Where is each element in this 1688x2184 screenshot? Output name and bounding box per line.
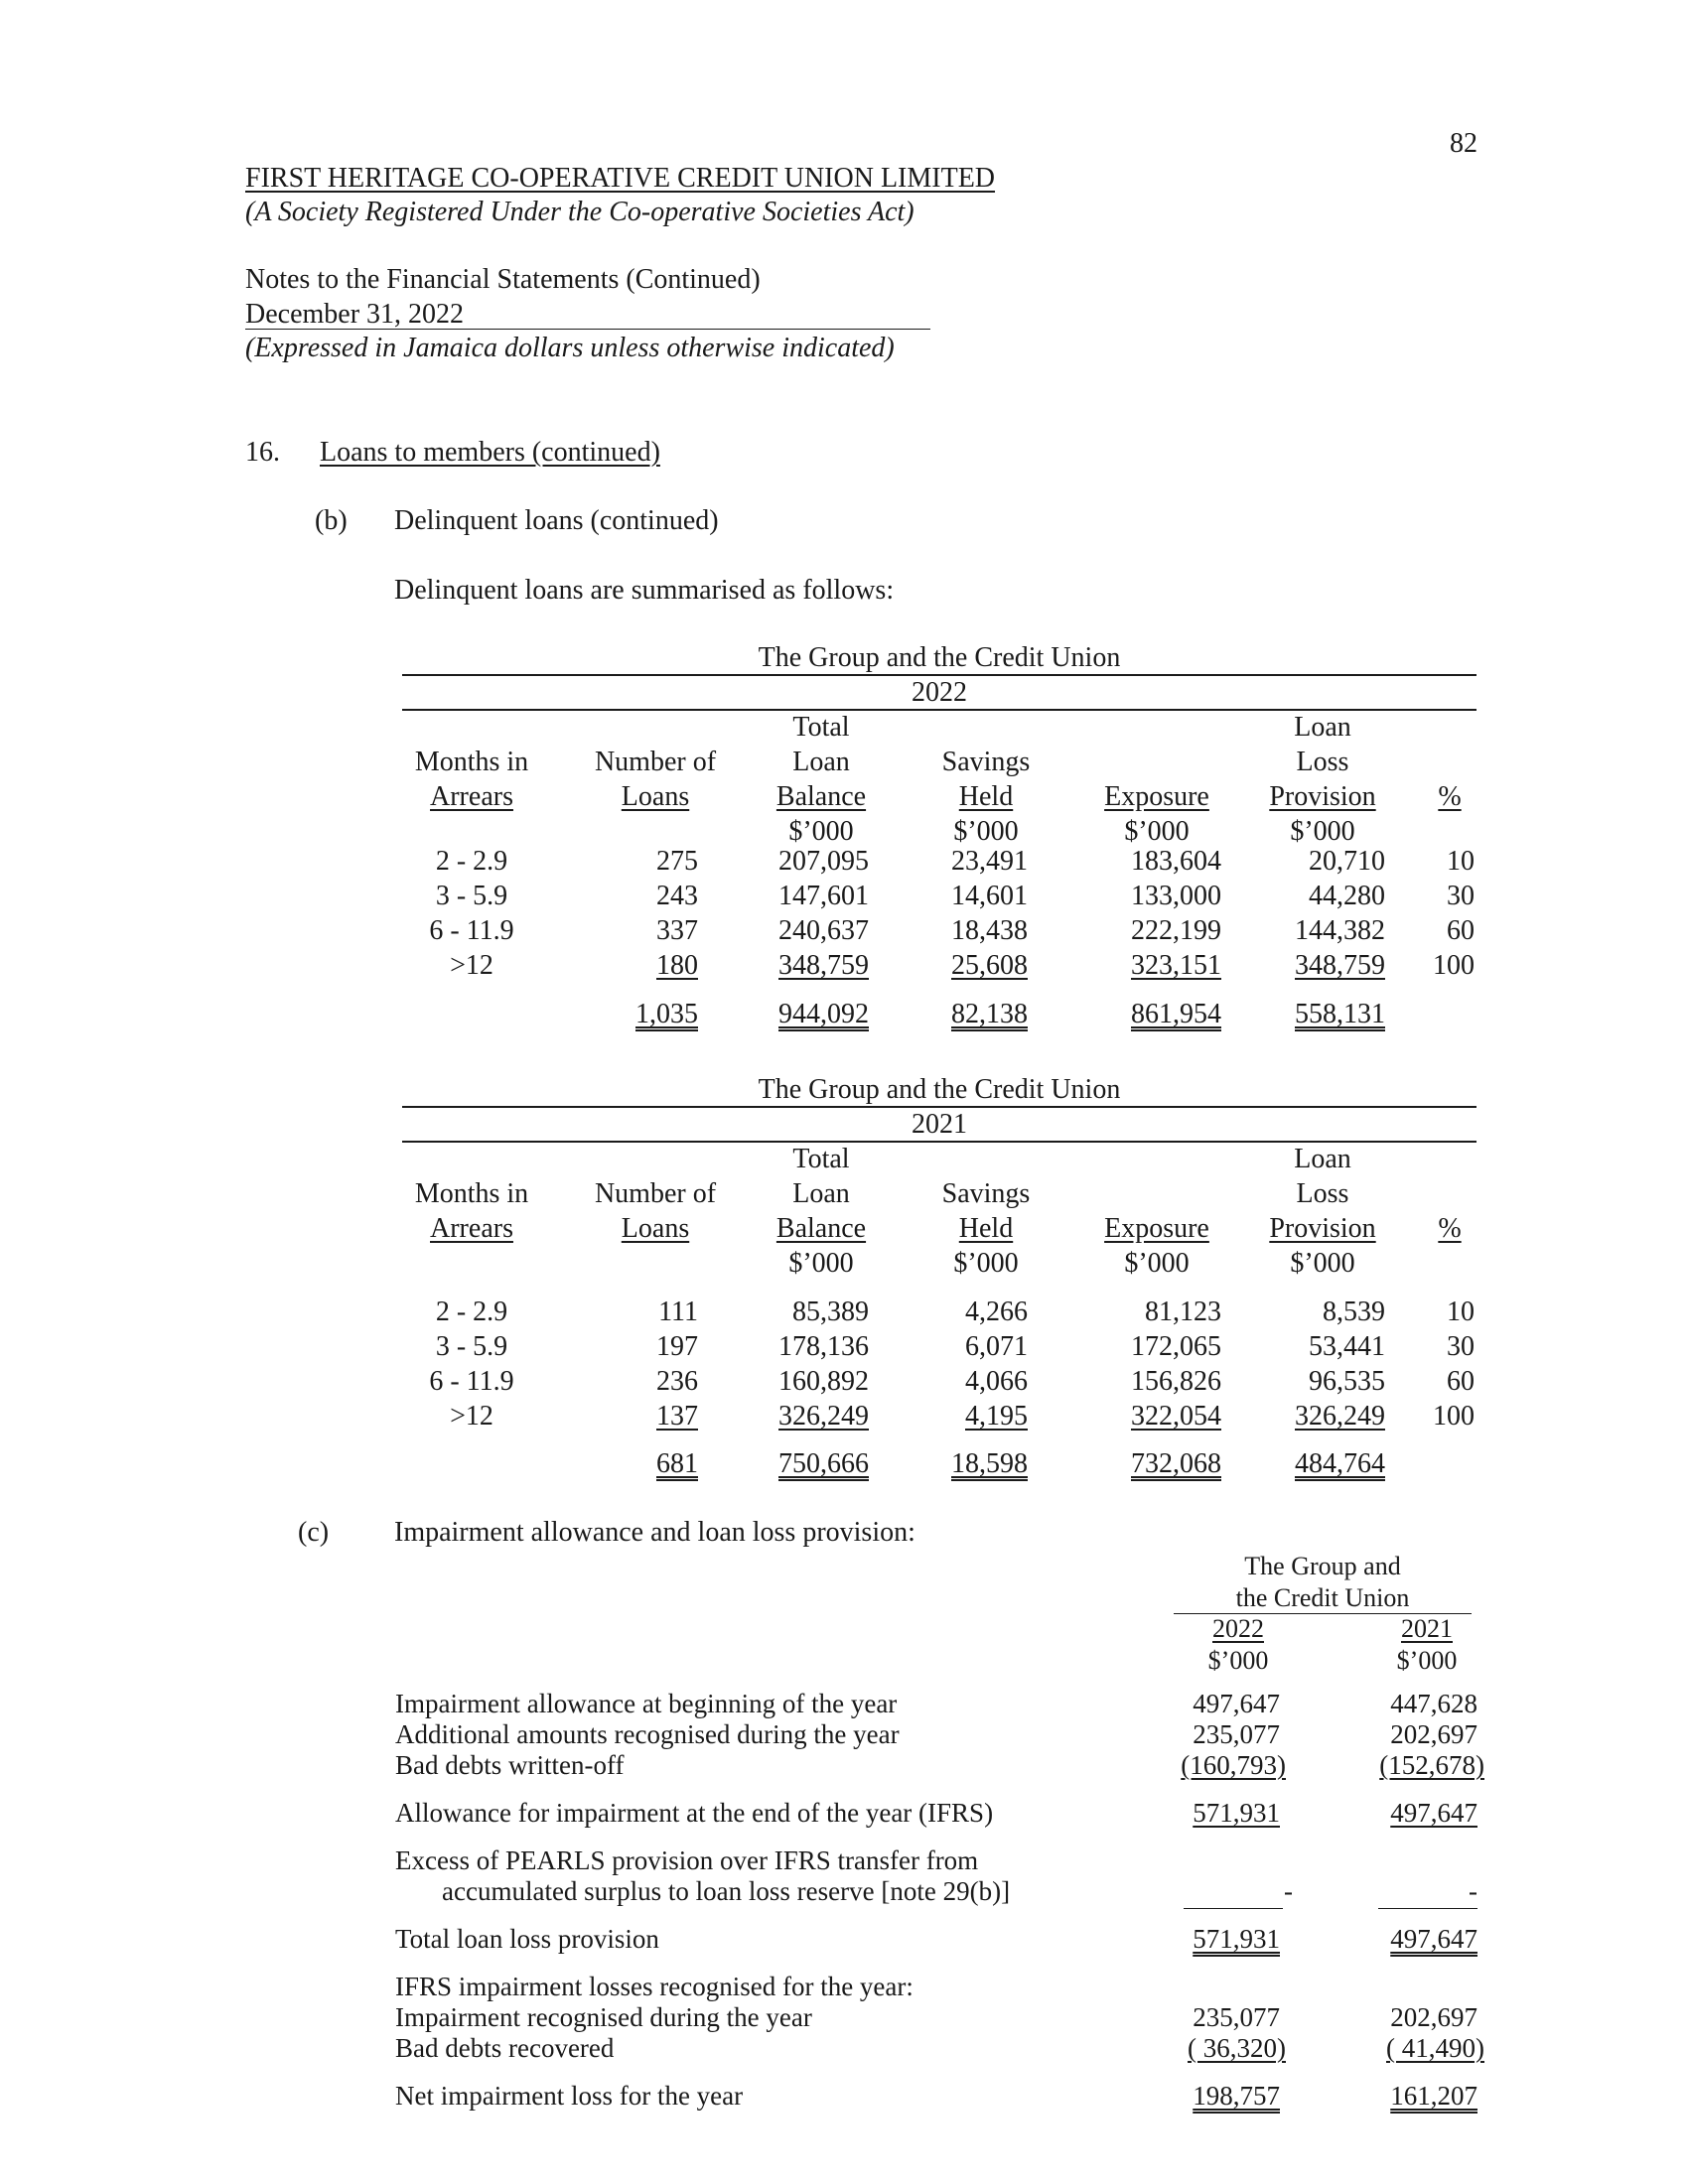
- cell-value: 323,151: [1131, 950, 1221, 981]
- cell-savings: 6,071: [965, 1331, 1028, 1362]
- cell-months: 6 - 11.9: [429, 1366, 514, 1397]
- cell-value: 348,759: [1295, 950, 1385, 981]
- currency-note: (Expressed in Jamaica dollars unless otherwise indicated): [245, 333, 895, 363]
- subsection-c-marker: (c): [298, 1517, 330, 1548]
- cell-number: 197: [656, 1331, 698, 1362]
- section-title: Loans to members (continued): [320, 437, 660, 468]
- imp-row-label: Net impairment loss for the year: [395, 2081, 744, 2111]
- cell-value: 322,054: [1131, 1401, 1221, 1432]
- total-value: 944,092: [778, 999, 869, 1029]
- cell-months: 3 - 5.9: [435, 1331, 508, 1362]
- cell-months: >12: [450, 950, 493, 981]
- total-exposure: [1077, 1447, 1221, 1481]
- cell-number: 337: [656, 915, 698, 946]
- cell-percent: 10: [1447, 846, 1475, 877]
- imp-value-2021: -: [1469, 1876, 1477, 1906]
- cell-months: 6 - 11.9: [429, 915, 514, 946]
- cell-number: 111: [658, 1297, 698, 1327]
- imp-value-2022: 235,077: [1193, 1719, 1280, 1749]
- cell-months: 2 - 2.9: [435, 1297, 508, 1327]
- header-provision: Loan Loss Provision $’000: [1269, 712, 1376, 847]
- imp-row-label: Bad debts written-off: [395, 1750, 625, 1780]
- imp-rule: [1378, 1908, 1477, 1909]
- total-provision: [1246, 1447, 1385, 1481]
- cell-savings: [909, 949, 1028, 983]
- cell-provision: 144,382: [1295, 915, 1385, 946]
- total-value: 681: [656, 1448, 698, 1479]
- total-value: 558,131: [1295, 999, 1385, 1029]
- cell-percent: 100: [1433, 950, 1475, 981]
- imp-value-2022: 571,931: [1193, 1924, 1280, 1954]
- total-value: 750,666: [778, 1448, 869, 1479]
- cell-percent: 30: [1447, 1331, 1475, 1362]
- delinquent-table-2021: [402, 1072, 1477, 1489]
- page-number: 82: [1450, 128, 1477, 159]
- imp-value-2022: -: [1284, 1876, 1293, 1906]
- header-exposure: Exposure $’000: [1104, 1213, 1209, 1279]
- imp-row-label: Total loan loss provision: [395, 1924, 659, 1954]
- cell-provision: 8,539: [1323, 1297, 1385, 1327]
- cell-provision: [1246, 949, 1385, 983]
- total-provision: [1246, 998, 1385, 1031]
- header-number: Number of Loans: [594, 747, 717, 812]
- total-value: 82,138: [951, 999, 1028, 1029]
- header-savings: Savings Held $’000: [941, 747, 1031, 847]
- total-savings: [909, 998, 1028, 1031]
- imp-value-2022: ( 36,320): [1188, 2033, 1286, 2063]
- imp-unit-2022: $’000: [1207, 1646, 1269, 1675]
- imp-value-2022: (160,793): [1181, 1750, 1286, 1780]
- statement-date: December 31, 2022: [245, 299, 465, 330]
- imp-unit-2021: $’000: [1396, 1646, 1458, 1675]
- cell-months: 2 - 2.9: [435, 846, 508, 877]
- imp-value-2022: 571,931: [1193, 1798, 1280, 1828]
- cell-exposure: 222,199: [1131, 915, 1221, 946]
- total-number: [581, 1447, 698, 1481]
- delinquent-table-2022: [402, 640, 1477, 1047]
- total-balance: [740, 1447, 869, 1481]
- cell-balance: 85,389: [792, 1297, 869, 1327]
- subsection-c-title: Impairment allowance and loan loss provision:: [394, 1517, 915, 1548]
- total-balance: [740, 998, 869, 1031]
- section-number: 16.: [245, 437, 280, 468]
- total-number: [581, 998, 698, 1031]
- cell-balance: 207,095: [778, 846, 869, 877]
- cell-balance: 147,601: [778, 881, 869, 911]
- imp-row-label: Bad debts recovered: [395, 2033, 615, 2063]
- cell-percent: 100: [1433, 1401, 1475, 1432]
- cell-balance: [740, 949, 869, 983]
- cell-value: 180: [656, 950, 698, 981]
- imp-value-2022: 235,077: [1193, 2002, 1280, 2032]
- cell-exposure: 81,123: [1145, 1297, 1221, 1327]
- imp-row-label: IFRS impairment losses recognised for the year:: [395, 1972, 914, 2001]
- cell-provision: 53,441: [1309, 1331, 1385, 1362]
- imp-row-label: Excess of PEARLS provision over IFRS transfer from: [395, 1845, 979, 1875]
- imp-value-2021: 202,697: [1390, 1719, 1477, 1749]
- cell-number: [581, 949, 698, 983]
- notes-title: Notes to the Financial Statements (Continued): [245, 264, 761, 295]
- total-savings: [909, 1447, 1028, 1481]
- header-number: Number of Loans: [594, 1178, 717, 1244]
- header-percent: %: [1438, 781, 1462, 812]
- header-balance: Total Loan Balance $’000: [775, 1144, 867, 1279]
- cell-exposure: 172,065: [1131, 1331, 1221, 1362]
- cell-savings: [909, 1400, 1028, 1433]
- cell-exposure: 133,000: [1131, 881, 1221, 911]
- imp-rule: [1184, 1908, 1283, 1909]
- cell-value: 326,249: [778, 1401, 869, 1432]
- imp-value-2021: (152,678): [1379, 1750, 1484, 1780]
- imp-row-label: Impairment allowance at beginning of the year: [395, 1689, 898, 1718]
- cell-savings: 4,266: [965, 1297, 1028, 1327]
- cell-value: 4,195: [965, 1401, 1028, 1432]
- imp-year-2021: 2021: [1401, 1614, 1453, 1643]
- cell-exposure: [1077, 1400, 1221, 1433]
- imp-value-2022: 497,647: [1193, 1689, 1280, 1718]
- header-savings: Savings Held $’000: [941, 1178, 1031, 1279]
- imp-value-2022: 198,757: [1193, 2081, 1280, 2111]
- cell-number: 243: [656, 881, 698, 911]
- cell-value: 137: [656, 1401, 698, 1432]
- cell-months: >12: [450, 1401, 493, 1432]
- cell-value: 348,759: [778, 950, 869, 981]
- total-value: 861,954: [1131, 999, 1221, 1029]
- cell-savings: 18,438: [951, 915, 1028, 946]
- imp-value-2021: ( 41,490): [1386, 2033, 1484, 2063]
- total-value: 1,035: [635, 999, 698, 1029]
- cell-exposure: [1077, 949, 1221, 983]
- imp-group-title: The Group and: [1244, 1552, 1401, 1580]
- imp-value-2021: 497,647: [1390, 1924, 1477, 1954]
- imp-value-2021: 161,207: [1390, 2081, 1477, 2111]
- imp-year-2022: 2022: [1212, 1614, 1264, 1643]
- cell-savings: 23,491: [951, 846, 1028, 877]
- cell-provision: 96,535: [1309, 1366, 1385, 1397]
- imp-group-title: the Credit Union: [1235, 1583, 1410, 1612]
- cell-balance: [740, 1400, 869, 1433]
- imp-row-label: Additional amounts recognised during the year: [395, 1719, 900, 1749]
- header-months: Months in Arrears: [414, 1178, 529, 1244]
- imp-row-label: Allowance for impairment at the end of the year (IFRS): [395, 1798, 994, 1828]
- total-exposure: [1077, 998, 1221, 1031]
- cell-balance: 160,892: [778, 1366, 869, 1397]
- header-percent: %: [1438, 1213, 1462, 1244]
- cell-percent: 60: [1447, 915, 1475, 946]
- imp-value-2021: 497,647: [1390, 1798, 1477, 1828]
- cell-number: 236: [656, 1366, 698, 1397]
- cell-months: 3 - 5.9: [435, 881, 508, 911]
- total-value: 484,764: [1295, 1448, 1385, 1479]
- imp-row-label: Impairment recognised during the year: [395, 2002, 812, 2032]
- date-underline: [245, 329, 930, 330]
- total-value: 732,068: [1131, 1448, 1221, 1479]
- cell-exposure: 183,604: [1131, 846, 1221, 877]
- cell-number: 275: [656, 846, 698, 877]
- header-exposure: Exposure $’000: [1104, 781, 1209, 847]
- table-group-title: The Group and the Credit Union: [758, 642, 1121, 673]
- table-year: 2021: [912, 1109, 967, 1140]
- imp-value-2021: 202,697: [1390, 2002, 1477, 2032]
- cell-balance: 240,637: [778, 915, 869, 946]
- subsection-b-title: Delinquent loans (continued): [394, 505, 719, 536]
- delinquent-intro: Delinquent loans are summarised as follows:: [394, 575, 895, 606]
- cell-value: 25,608: [951, 950, 1028, 981]
- cell-percent: 10: [1447, 1297, 1475, 1327]
- company-subtitle: (A Society Registered Under the Co-operative Societies Act): [245, 197, 914, 227]
- cell-provision: 20,710: [1309, 846, 1385, 877]
- cell-savings: 14,601: [951, 881, 1028, 911]
- table-year: 2022: [912, 677, 967, 708]
- cell-percent: 60: [1447, 1366, 1475, 1397]
- cell-exposure: 156,826: [1131, 1366, 1221, 1397]
- cell-percent: 30: [1447, 881, 1475, 911]
- subsection-b-marker: (b): [315, 505, 348, 536]
- imp-value-2021: 447,628: [1390, 1689, 1477, 1718]
- header-balance: Total Loan Balance $’000: [775, 712, 867, 847]
- imp-row-label: accumulated surplus to loan loss reserve [note 29(b)]: [442, 1876, 1011, 1906]
- company-name: FIRST HERITAGE CO-OPERATIVE CREDIT UNION LIMITED: [245, 163, 996, 194]
- cell-savings: 4,066: [965, 1366, 1028, 1397]
- cell-number: [581, 1400, 698, 1433]
- header-months: Months in Arrears: [414, 747, 529, 812]
- cell-provision: [1246, 1400, 1385, 1433]
- total-value: 18,598: [951, 1448, 1028, 1479]
- table-group-title: The Group and the Credit Union: [758, 1074, 1121, 1105]
- header-provision: Loan Loss Provision $’000: [1269, 1144, 1376, 1279]
- cell-balance: 178,136: [778, 1331, 869, 1362]
- cell-provision: 44,280: [1309, 881, 1385, 911]
- cell-value: 326,249: [1295, 1401, 1385, 1432]
